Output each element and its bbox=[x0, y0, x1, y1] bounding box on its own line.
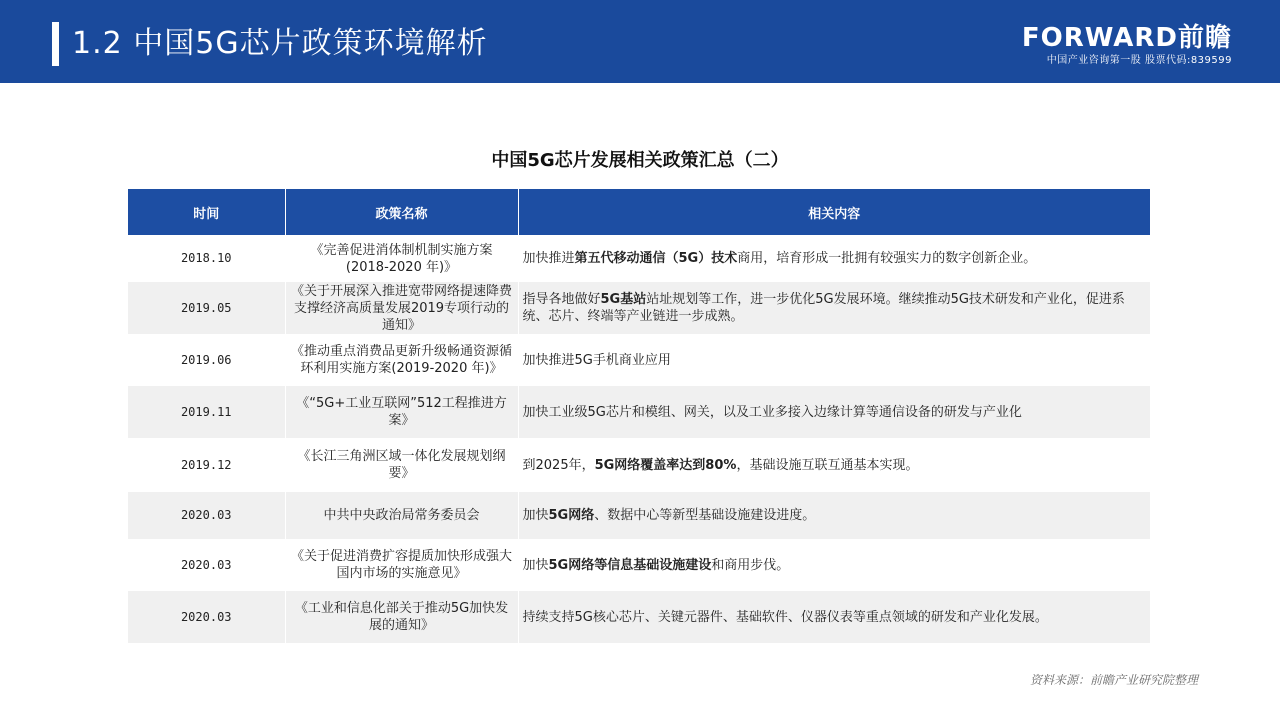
content-highlight: 5G网络等信息基础设施建设 bbox=[548, 557, 712, 573]
cell-content bbox=[518, 282, 1150, 334]
table-title: 中国5G芯片发展相关政策汇总（二） bbox=[491, 150, 789, 171]
column-header-content: 相关内容 bbox=[518, 189, 1150, 235]
source-note: 资料来源：前瞻产业研究院整理 bbox=[1029, 673, 1198, 687]
cell-time: 2019.11 bbox=[128, 386, 285, 438]
table-row bbox=[128, 282, 1150, 334]
content-text: 指导各地做好 bbox=[522, 292, 601, 307]
table-row bbox=[128, 334, 1150, 386]
header-bar bbox=[0, 0, 1280, 83]
cell-policy-name: 《“5G+工业互联网”512工程推进方案》 bbox=[285, 386, 518, 438]
cell-time: 2019.12 bbox=[128, 438, 285, 492]
cell-content bbox=[518, 438, 1150, 492]
cell-content bbox=[518, 334, 1150, 386]
content-text: 和商用步伐。 bbox=[711, 557, 790, 573]
content-text: 加快推进 bbox=[522, 251, 575, 266]
cell-content bbox=[518, 492, 1150, 539]
forward-logo bbox=[1022, 24, 1232, 68]
cell-content bbox=[518, 386, 1150, 438]
column-header-policy-name: 政策名称 bbox=[285, 189, 518, 235]
content-text: ，基础设施互联互通基本实现。 bbox=[736, 457, 919, 473]
content-text: 商用，培育形成一批拥有较强实力的数字创新企业。 bbox=[737, 251, 1037, 266]
logo-brand: FORWARD前瞻 bbox=[1021, 23, 1232, 53]
table-row bbox=[128, 492, 1150, 539]
cell-policy-name: 《工业和信息化部关于推动5G加快发展的通知》 bbox=[285, 591, 518, 643]
content-text: 加快 bbox=[522, 557, 549, 573]
content-text: 、数据中心等新型基础设施建设进度。 bbox=[594, 508, 816, 523]
table-header-row bbox=[128, 189, 1150, 235]
content-text: 加快推进5G手机商业应用 bbox=[522, 352, 671, 368]
content-text: 加快 bbox=[522, 508, 549, 523]
title-accent-bar bbox=[52, 22, 59, 66]
logo-tagline: 中国产业咨询第一股 股票代码:839599 bbox=[1046, 55, 1232, 66]
table-row bbox=[128, 386, 1150, 438]
content-highlight: 5G网络 bbox=[548, 508, 595, 523]
cell-time: 2020.03 bbox=[128, 591, 285, 643]
cell-policy-name: 中共中央政治局常务委员会 bbox=[285, 492, 518, 539]
content-text: 持续支持5G核心芯片、关键元器件、基础软件、仪器仪表等重点领域的研发和产业化发展。 bbox=[522, 609, 1048, 625]
cell-content bbox=[518, 539, 1150, 591]
column-header-time: 时间 bbox=[128, 189, 285, 235]
content-text: 站址规划等工作，进一步优化5G发展环境。继续推动5G技术研发和产业化，促进系统、芯片、终端等产业链进一步成熟。 bbox=[522, 292, 1125, 324]
table-row bbox=[128, 539, 1150, 591]
policy-table bbox=[128, 189, 1150, 643]
cell-content bbox=[518, 235, 1150, 282]
cell-time: 2018.10 bbox=[128, 235, 285, 282]
cell-policy-name: 《完善促进消体制机制实施方案(2018-2020 年)》 bbox=[285, 235, 518, 282]
cell-content bbox=[518, 591, 1150, 643]
cell-policy-name: 《关于促进消费扩容提质加快形成强大国内市场的实施意见》 bbox=[285, 539, 518, 591]
cell-time: 2020.03 bbox=[128, 492, 285, 539]
content-highlight: 5G网络覆盖率达到80% bbox=[594, 457, 737, 473]
cell-policy-name: 《长江三角洲区域一体化发展规划纲要》 bbox=[285, 438, 518, 492]
table-row bbox=[128, 438, 1150, 492]
page-title: 1.2 中国5G芯片政策环境解析 bbox=[72, 26, 488, 61]
content-highlight: 第五代移动通信（5G）技术 bbox=[574, 251, 738, 266]
content-text: 到2025年， bbox=[522, 457, 595, 473]
cell-time: 2020.03 bbox=[128, 539, 285, 591]
table-row bbox=[128, 235, 1150, 282]
content-text: 加快工业级5G芯片和模组、网关，以及工业多接入边缘计算等通信设备的研发与产业化 bbox=[522, 404, 1022, 420]
content-highlight: 5G基站 bbox=[600, 292, 647, 307]
cell-policy-name: 《关于开展深入推进宽带网络提速降费 支撑经济高质量发展2019专项行动的通知》 bbox=[285, 282, 518, 334]
cell-policy-name: 《推动重点消费品更新升级畅通资源循环利用实施方案(2019-2020 年)》 bbox=[285, 334, 518, 386]
cell-time: 2019.06 bbox=[128, 334, 285, 386]
table-row bbox=[128, 591, 1150, 643]
cell-time: 2019.05 bbox=[128, 282, 285, 334]
